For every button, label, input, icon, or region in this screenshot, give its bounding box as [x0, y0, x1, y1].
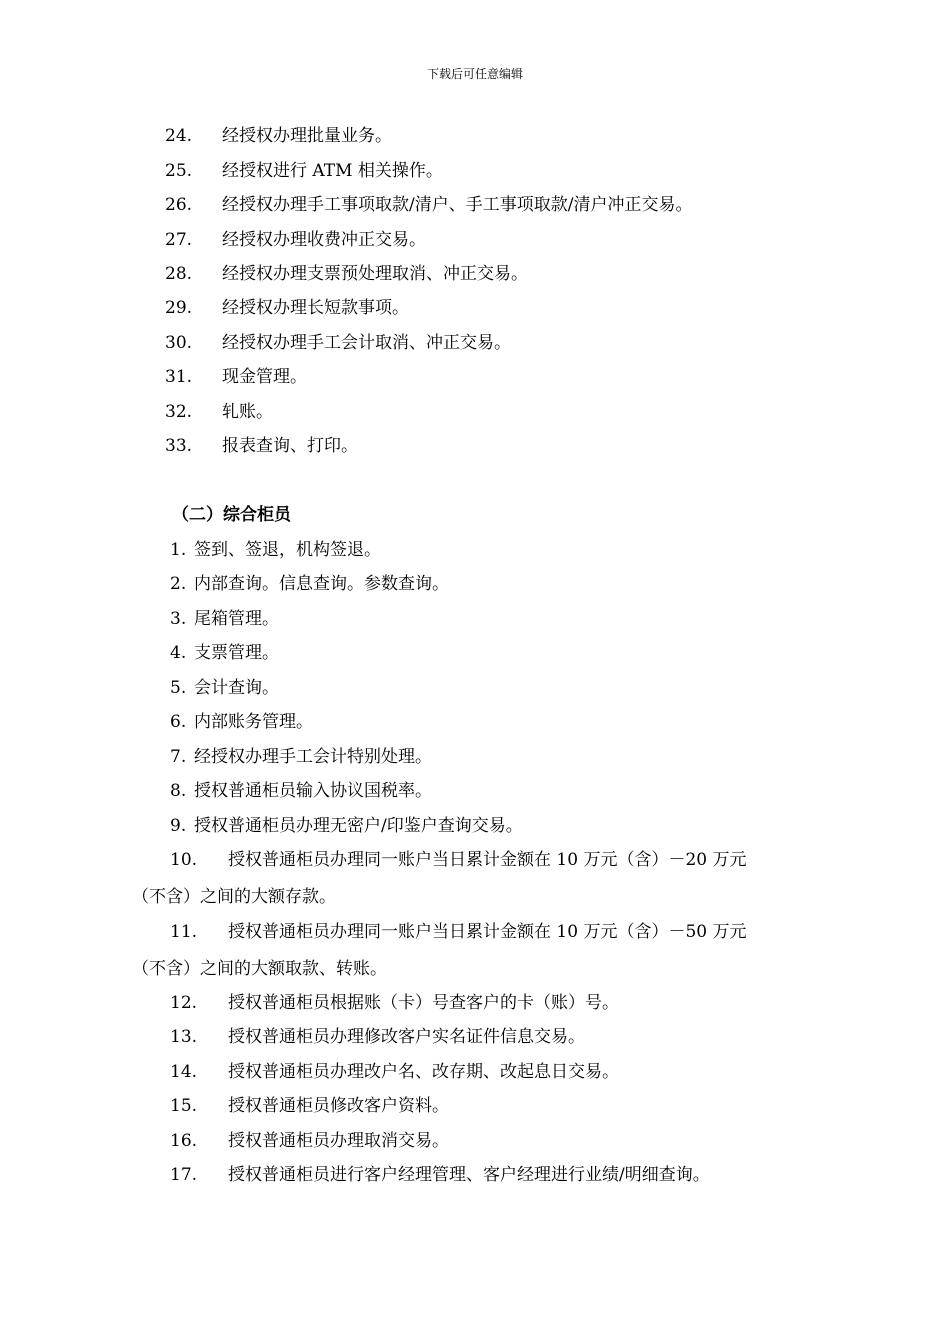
item-number: 31. — [165, 367, 193, 387]
item-number: 17. — [170, 1165, 198, 1185]
list-item — [165, 125, 392, 147]
list-item — [170, 1130, 449, 1152]
item-text: 经授权办理收费冲正交易。 — [222, 230, 426, 250]
list-item — [165, 229, 426, 251]
item-text: 内部查询。信息查询。参数查询。 — [194, 574, 449, 594]
item-number: 4. — [170, 643, 187, 663]
item-number: 27. — [165, 230, 193, 250]
list-item — [165, 160, 443, 182]
item-text: 经授权办理支票预处理取消、冲正交易。 — [222, 264, 528, 284]
item-number: 33. — [165, 436, 193, 456]
list-item — [170, 780, 432, 802]
item-number: 25. — [165, 161, 193, 181]
list-item — [170, 711, 313, 733]
item-number: 5. — [170, 678, 187, 698]
item-text: 授权普通柜员办理同一账户当日累计金额在 10 万元（含）－20 万元 — [228, 850, 747, 870]
item-number: 8. — [170, 781, 187, 801]
item-text: 经授权办理手工会计特别处理。 — [194, 747, 432, 767]
list-item — [170, 1026, 585, 1048]
item-number: 16. — [170, 1131, 198, 1151]
list-item — [170, 1095, 449, 1117]
item-text: 授权普通柜员办理修改客户实名证件信息交易。 — [228, 1027, 585, 1047]
list-item — [170, 849, 746, 871]
list-item — [170, 608, 279, 630]
item-text: 会计查询。 — [194, 678, 279, 698]
item-number: 13. — [170, 1027, 198, 1047]
item-number: 28. — [165, 264, 193, 284]
item-text: 授权普通柜员根据账（卡）号查客户的卡（账）号。 — [228, 993, 619, 1013]
list-item — [170, 573, 449, 595]
item-number: 30. — [165, 333, 193, 353]
list-item — [170, 539, 381, 561]
list-item — [165, 435, 358, 457]
list-item — [165, 366, 307, 388]
item-text: 授权普通柜员修改客户资料。 — [228, 1096, 449, 1116]
item-text: 经授权办理手工会计取消、冲正交易。 — [222, 333, 511, 353]
item-number: 3. — [170, 609, 187, 629]
list-item — [170, 746, 432, 768]
item-number: 9. — [170, 816, 187, 836]
item-text: 授权普通柜员办理取消交易。 — [228, 1131, 449, 1151]
item-text: 现金管理。 — [222, 367, 307, 387]
list-item — [170, 1164, 710, 1186]
item-number: 7. — [170, 747, 187, 767]
list-item — [170, 642, 279, 664]
item-text: 签到、签退，机构签退。 — [194, 540, 381, 560]
item-text: 支票管理。 — [194, 643, 279, 663]
item-text: 授权普通柜员办理同一账户当日累计金额在 10 万元（含）－50 万元 — [228, 922, 747, 942]
item-number: 14. — [170, 1062, 198, 1082]
item-text: 经授权办理长短款事项。 — [222, 298, 409, 318]
item-text: 尾箱管理。 — [194, 609, 279, 629]
item-number: 29. — [165, 298, 193, 318]
item-text: 授权普通柜员办理改户名、改存期、改起息日交易。 — [228, 1062, 619, 1082]
item-text: 轧账。 — [222, 402, 273, 422]
list-item — [165, 332, 511, 354]
list-item — [165, 263, 528, 285]
list-item — [170, 992, 619, 1014]
list-item — [170, 815, 523, 837]
item-number: 24. — [165, 126, 193, 146]
list-item — [165, 194, 692, 216]
item-number: 26. — [165, 195, 193, 215]
item-text: 经授权进行 ATM 相关操作。 — [222, 161, 443, 181]
item-text: 经授权办理批量业务。 — [222, 126, 392, 146]
item-number: 15. — [170, 1096, 198, 1116]
item-number: 6. — [170, 712, 187, 732]
list-item-continuation: （不含）之间的大额存款。 — [132, 887, 336, 907]
list-item — [165, 401, 273, 423]
item-number: 1. — [170, 540, 187, 560]
item-text: 内部账务管理。 — [194, 712, 313, 732]
item-number: 10. — [170, 850, 198, 870]
item-number: 11. — [170, 922, 198, 942]
page-header: 下载后可任意编辑 — [426, 67, 523, 81]
item-text: 授权普通柜员输入协议国税率。 — [194, 781, 432, 801]
item-number: 2. — [170, 574, 187, 594]
list-item — [165, 297, 409, 319]
list-item — [170, 677, 279, 699]
item-text: 经授权办理手工事项取款/清户、手工事项取款/清户冲正交易。 — [222, 195, 693, 215]
section-heading: （二）综合柜员 — [172, 505, 291, 525]
item-text: 授权普通柜员办理无密户/印鉴户查询交易。 — [194, 816, 523, 836]
list-item — [170, 921, 746, 943]
item-text: 报表查询、打印。 — [222, 436, 358, 456]
item-number: 32. — [165, 402, 193, 422]
list-item — [170, 1061, 619, 1083]
list-item-continuation: （不含）之间的大额取款、转账。 — [132, 959, 387, 979]
item-text: 授权普通柜员进行客户经理管理、客户经理进行业绩/明细查询。 — [228, 1165, 710, 1185]
item-number: 12. — [170, 993, 198, 1013]
